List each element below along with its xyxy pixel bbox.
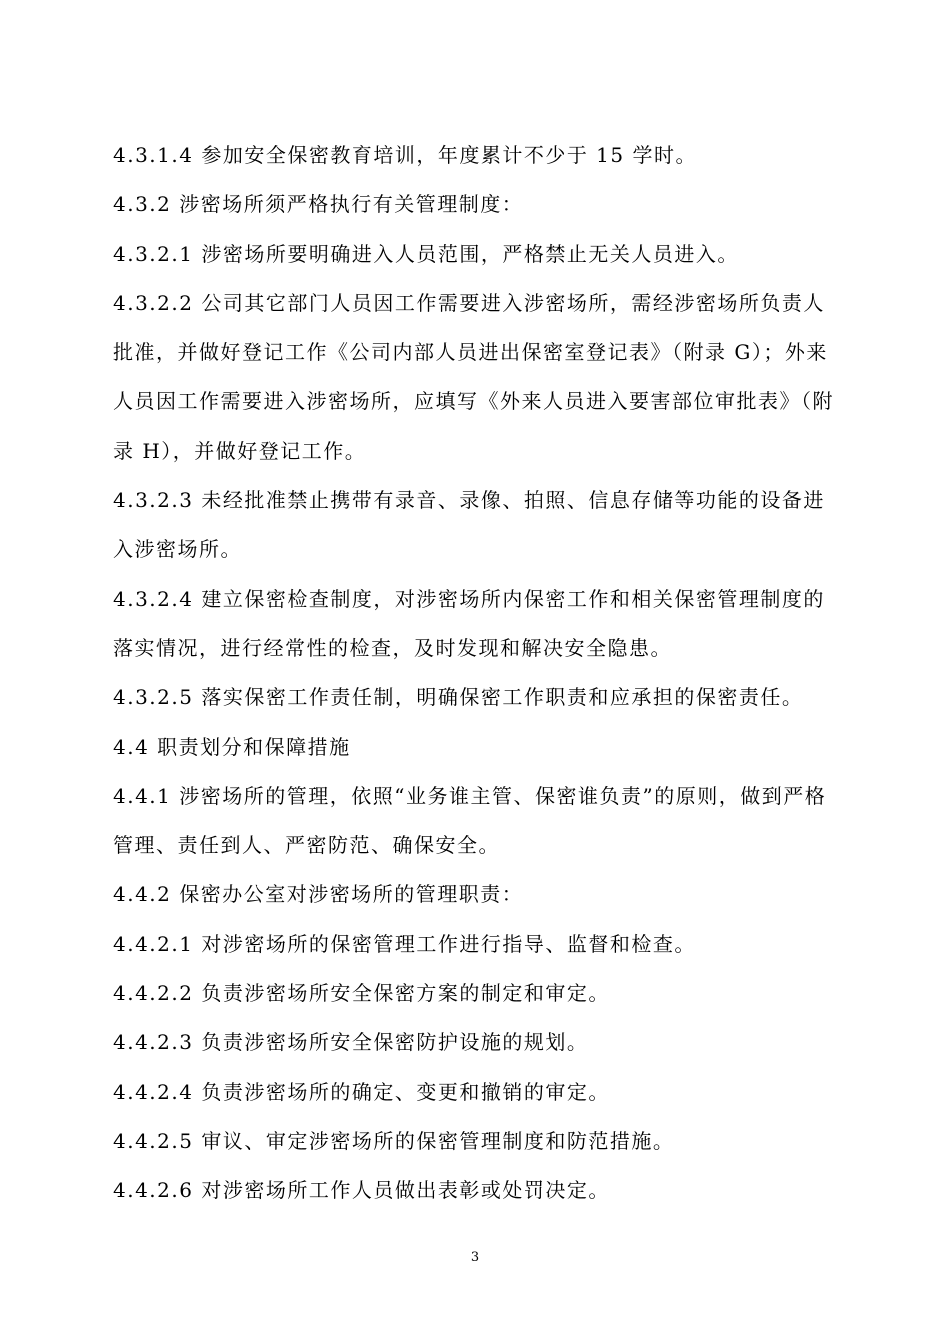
paragraph-4-3-2-3: 4.3.2.3 未经批准禁止携带有录音、录像、拍照、信息存储等功能的设备进入涉密场所。 (113, 488, 825, 562)
paragraph-4-4-2-2: 4.4.2.2 负责涉密场所安全保密方案的制定和审定。 (113, 981, 610, 1006)
paragraph-4-3-2-2: 4.3.2.2 公司其它部门人员因工作需要进入涉密场所，需经涉密场所负责人批准，并做好登记工作《公司内部人员进出保密室登记表》（附录 G）；外来人员因工作需要进入涉密场所，应填写《外来人员进入要害部位审批表》（附录 H），并做好登记工作。 (113, 290, 834, 463)
paragraph-4-3-2-1: 4.3.2.1 涉密场所要明确进入人员范围，严格禁止无关人员进入。 (113, 241, 739, 266)
paragraph-4-4-2-1: 4.4.2.1 对涉密场所的保密管理工作进行指导、监督和检查。 (113, 931, 696, 956)
paragraph-4-3-2-5: 4.3.2.5 落实保密工作责任制，明确保密工作职责和应承担的保密责任。 (113, 685, 804, 710)
section-heading-4-4: 4.4 职责划分和保障措施 (113, 734, 351, 759)
page-number: 3 (470, 1250, 480, 1265)
paragraph-4-4-2-3: 4.4.2.3 负责涉密场所安全保密防护设施的规划。 (113, 1030, 589, 1055)
paragraph-4-4-2-6: 4.4.2.6 对涉密场所工作人员做出表彰或处罚决定。 (113, 1178, 610, 1203)
paragraph-4-3-2: 4.3.2 涉密场所须严格执行有关管理制度： (113, 192, 524, 217)
document-body (113, 131, 843, 1216)
paragraph-4-4-2: 4.4.2 保密办公室对涉密场所的管理职责： (113, 882, 524, 907)
paragraph-4-3-1-4: 4.3.1.4 参加安全保密教育培训，年度累计不少于 15 学时。 (113, 143, 697, 167)
paragraph-4-4-2-4: 4.4.2.4 负责涉密场所的确定、变更和撤销的审定。 (113, 1079, 610, 1104)
paragraph-4-3-2-4: 4.3.2.4 建立保密检查制度，对涉密场所内保密工作和相关保密管理制度的落实情况，进行经常性的检查，及时发现和解决安全隐患。 (113, 586, 825, 660)
paragraph-4-4-1: 4.4.1 涉密场所的管理，依照“业务谁主管、保密谁负责”的原则，做到严格管理、责任到人、严密防范、确保安全。 (113, 783, 827, 858)
paragraph-4-4-2-5: 4.4.2.5 审议、审定涉密场所的保密管理制度和防范措施。 (113, 1128, 675, 1153)
